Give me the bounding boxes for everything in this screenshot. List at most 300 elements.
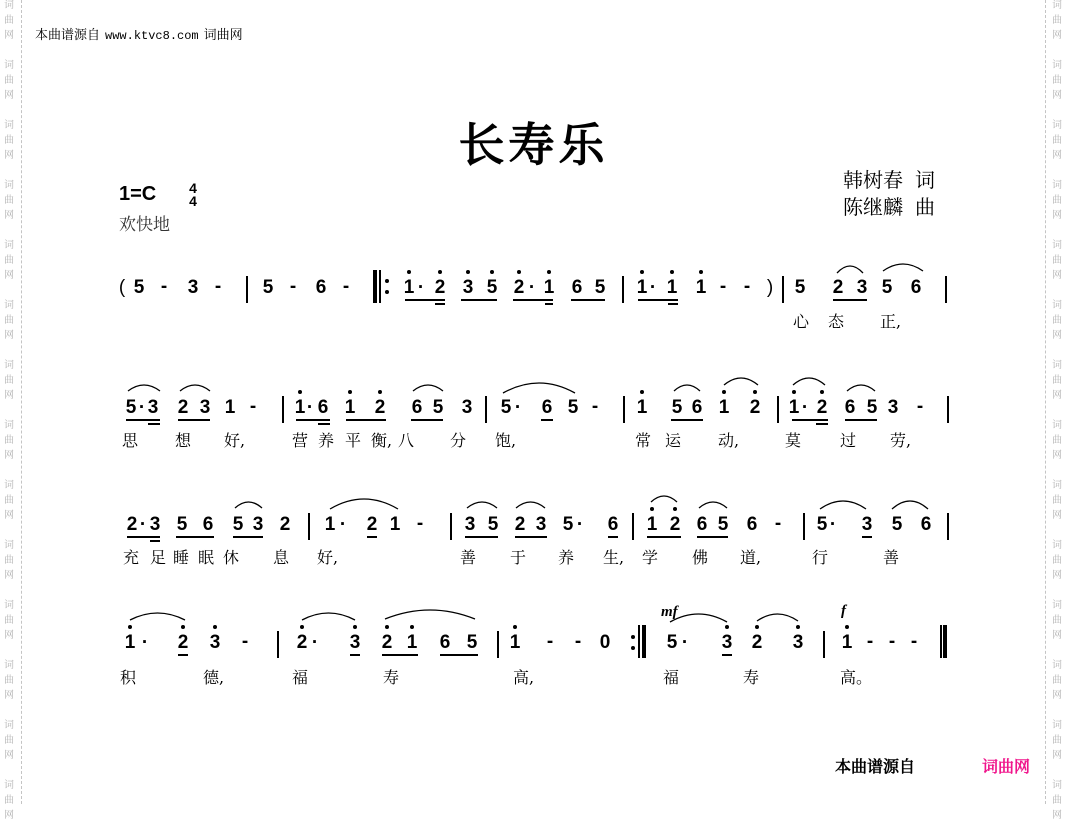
watermark-char: 网 — [1052, 750, 1062, 761]
watermark-char: 曲 — [1052, 555, 1062, 566]
watermark-char: 网 — [1052, 150, 1062, 161]
watermark-char: 曲 — [1052, 795, 1062, 806]
lyricist-role: 词 — [915, 168, 935, 192]
high-octave-dot — [438, 270, 442, 274]
high-octave-dot — [699, 270, 703, 274]
barline — [803, 513, 805, 540]
note-symbol: 6 — [691, 397, 703, 418]
note — [379, 631, 395, 655]
note-symbol: 1 — [403, 277, 415, 298]
note — [507, 631, 523, 655]
note — [404, 631, 420, 655]
watermark-char: 网 — [1052, 570, 1062, 581]
note — [839, 631, 855, 655]
watermark-char: 词 — [4, 180, 14, 191]
note — [889, 513, 905, 537]
eighth-underline — [722, 654, 732, 656]
note-symbol: 6 — [746, 514, 758, 535]
note-symbol: 2 — [749, 397, 761, 418]
note-symbol: 6 — [920, 514, 932, 535]
sixteenth-underline — [435, 303, 445, 305]
dash-extension — [245, 396, 261, 420]
eighth-underline — [671, 419, 703, 421]
note-symbol: - — [591, 396, 599, 417]
dash-extension — [906, 631, 922, 655]
note-symbol: - — [888, 631, 896, 652]
note-symbol: 1 — [788, 397, 800, 418]
key-signature: 1=C — [119, 183, 157, 205]
watermark-char: 网 — [4, 750, 14, 761]
watermark-char: 词 — [4, 540, 14, 551]
note-symbol: 2 — [669, 514, 681, 535]
note-symbol: 5 — [594, 277, 606, 298]
note — [315, 396, 331, 420]
watermark-char: 曲 — [4, 195, 14, 206]
note — [277, 513, 293, 537]
note — [250, 513, 266, 537]
lyric-syllable: 行 — [812, 548, 829, 567]
eighth-underline — [350, 654, 360, 656]
lyric-syllable: 想 — [175, 431, 192, 450]
final-thin-bar — [940, 625, 942, 658]
note — [230, 513, 246, 537]
note-symbol: · — [306, 397, 314, 418]
watermark-char: 曲 — [1052, 735, 1062, 746]
note-symbol: 1 — [294, 397, 306, 418]
note — [484, 276, 500, 300]
note — [432, 276, 448, 300]
note — [409, 396, 425, 420]
repeat-dot — [385, 290, 389, 294]
lyric-syllable: 思 — [122, 431, 139, 450]
barline — [282, 396, 284, 423]
eighth-underline — [127, 536, 160, 538]
watermark-char: 曲 — [4, 675, 14, 686]
note-symbol: - — [743, 276, 751, 297]
sixteenth-underline — [668, 303, 678, 305]
high-octave-dot — [353, 625, 357, 629]
lyric-syllable: 高。 — [840, 668, 873, 687]
watermark-char: 曲 — [1052, 615, 1062, 626]
note-symbol: 6 — [571, 277, 583, 298]
note-symbol: · — [681, 632, 689, 653]
note-symbol: · — [417, 277, 425, 298]
note-symbol: 1 — [224, 397, 236, 418]
note-symbol: 2 — [514, 514, 526, 535]
high-octave-dot — [517, 270, 521, 274]
time-numerator: 4 — [189, 180, 197, 196]
barline — [632, 513, 634, 540]
note-symbol: 3 — [792, 632, 804, 653]
lyric-syllable: 睡 — [173, 548, 190, 567]
high-octave-dot — [300, 625, 304, 629]
watermark-char: 网 — [4, 450, 14, 461]
augmentation-dot — [413, 276, 429, 300]
eighth-underline — [541, 419, 553, 421]
note-symbol: · — [649, 277, 657, 298]
watermark-char: 词 — [4, 0, 14, 11]
dash-extension — [587, 396, 603, 420]
lyric-syllable: 足 — [150, 548, 167, 567]
note-symbol: 6 — [607, 514, 619, 535]
note — [744, 513, 760, 537]
note-symbol: 1 — [406, 632, 418, 653]
note-symbol: - — [214, 276, 222, 297]
header-site-name: 词曲网 — [203, 27, 243, 42]
watermark-char: 词 — [4, 780, 14, 791]
watermark-char: 曲 — [1052, 135, 1062, 146]
note-symbol: 1 — [324, 514, 336, 535]
note-symbol: · — [801, 397, 809, 418]
note — [842, 396, 858, 420]
dash-extension — [912, 396, 928, 420]
watermark-char: 曲 — [1052, 195, 1062, 206]
note — [667, 513, 683, 537]
eighth-underline — [845, 419, 877, 421]
note — [222, 396, 238, 420]
high-octave-dot — [410, 625, 414, 629]
eighth-underline — [411, 419, 443, 421]
note-symbol: · — [141, 632, 149, 653]
eighth-underline — [440, 654, 478, 656]
header-url: www.ktvc8.com — [105, 29, 199, 43]
augmentation-dot — [677, 631, 693, 655]
note — [460, 276, 476, 300]
note — [347, 631, 363, 655]
high-octave-dot — [490, 270, 494, 274]
note-symbol: · — [514, 397, 522, 418]
note-symbol: 3 — [461, 397, 473, 418]
note-symbol: 6 — [844, 397, 856, 418]
watermark-char: 词 — [1052, 720, 1062, 731]
augmentation-dot — [797, 396, 813, 420]
watermark-char: 词 — [4, 660, 14, 671]
lyric-syllable: 道, — [740, 548, 762, 567]
note-symbol: 3 — [887, 397, 899, 418]
note — [131, 276, 147, 300]
note-symbol: · — [339, 514, 347, 535]
watermark-char: 词 — [4, 300, 14, 311]
note — [749, 631, 765, 655]
eighth-underline — [638, 299, 678, 301]
note-symbol: 2 — [434, 277, 446, 298]
lyric-syllable: 正, — [880, 312, 902, 331]
note-symbol: 5 — [866, 397, 878, 418]
lyric-syllable: 寿 — [383, 668, 400, 687]
note — [864, 396, 880, 420]
lyric-syllable: 好, — [317, 548, 339, 567]
high-octave-dot — [407, 270, 411, 274]
barline — [497, 631, 499, 658]
note-symbol: 5 — [262, 277, 274, 298]
note-symbol: 1 — [124, 632, 136, 653]
note-symbol: 2 — [832, 277, 844, 298]
high-octave-dot — [128, 625, 132, 629]
high-octave-dot — [845, 625, 849, 629]
note — [664, 276, 680, 300]
lyric-syllable: 休 — [223, 548, 240, 567]
watermark-char: 网 — [4, 810, 14, 821]
note-symbol: 3 — [147, 397, 159, 418]
note — [885, 396, 901, 420]
dash-extension — [237, 631, 253, 655]
high-octave-dot — [670, 270, 674, 274]
barline — [777, 396, 779, 423]
watermark-char: 词 — [1052, 60, 1062, 71]
note — [462, 513, 478, 537]
note-symbol: - — [866, 631, 874, 652]
header-source-label: 本曲谱源自 — [35, 27, 101, 42]
note-symbol: 1 — [636, 277, 648, 298]
watermark-char: 词 — [1052, 300, 1062, 311]
eighth-underline — [126, 419, 160, 421]
note-symbol: · — [139, 514, 147, 535]
high-octave-dot — [181, 625, 185, 629]
tempo-marking: 欢快地 — [119, 215, 170, 235]
note-symbol: - — [289, 276, 297, 297]
note-symbol: 3 — [199, 397, 211, 418]
watermark-char: 曲 — [1052, 15, 1062, 26]
augmentation-dot — [335, 513, 351, 537]
note-symbol: 2 — [374, 397, 386, 418]
note-symbol: · — [528, 277, 536, 298]
high-octave-dot — [213, 625, 217, 629]
footer-site-name: 词曲网 — [982, 757, 1031, 776]
note-symbol: 5 — [671, 397, 683, 418]
watermark-char: 词 — [4, 420, 14, 431]
watermark-char: 曲 — [4, 735, 14, 746]
note-symbol: 1 — [718, 397, 730, 418]
barline — [246, 276, 248, 303]
high-octave-dot — [722, 390, 726, 394]
lyric-syllable: 福 — [663, 668, 680, 687]
watermark-char: 词 — [1052, 180, 1062, 191]
note-symbol: - — [910, 631, 918, 652]
high-octave-dot — [753, 390, 757, 394]
note-symbol: 6 — [315, 277, 327, 298]
barline — [485, 396, 487, 423]
note — [592, 276, 608, 300]
watermark-char: 网 — [1052, 330, 1062, 341]
eighth-underline — [833, 299, 867, 301]
dash-extension — [884, 631, 900, 655]
lyric-syllable: 心 — [793, 312, 810, 331]
note-symbol: 5 — [500, 397, 512, 418]
watermark-char: 曲 — [4, 495, 14, 506]
note-symbol: 2 — [296, 632, 308, 653]
sixteenth-underline — [150, 540, 160, 542]
note-symbol: - — [249, 396, 257, 417]
watermark-char: 曲 — [1052, 315, 1062, 326]
dash-extension — [770, 513, 786, 537]
note — [437, 631, 453, 655]
watermark-char: 曲 — [4, 795, 14, 806]
note — [719, 631, 735, 655]
watermark-char: 曲 — [4, 315, 14, 326]
note — [694, 513, 710, 537]
note — [200, 513, 216, 537]
footer-source-label: 本曲谱源自 — [835, 757, 916, 776]
watermark-char: 词 — [4, 60, 14, 71]
augmentation-dot — [524, 276, 540, 300]
note-symbol: 6 — [317, 397, 329, 418]
barline — [945, 276, 947, 303]
watermark-char: 词 — [1052, 780, 1062, 791]
eighth-underline — [367, 536, 377, 538]
eighth-underline — [608, 536, 618, 538]
note-symbol: · — [311, 632, 319, 653]
note-symbol: 2 — [177, 397, 189, 418]
note — [260, 276, 276, 300]
repeat-start-thick-bar — [373, 270, 377, 303]
dash-extension — [210, 276, 226, 300]
barline — [782, 276, 784, 303]
note — [185, 276, 201, 300]
eighth-underline — [178, 419, 210, 421]
note-symbol: 6 — [202, 514, 214, 535]
note — [814, 396, 830, 420]
note-symbol: 6 — [439, 632, 451, 653]
note-symbol: 5 — [881, 277, 893, 298]
watermark-char: 网 — [1052, 30, 1062, 41]
note — [387, 513, 403, 537]
note — [485, 513, 501, 537]
note-symbol: 3 — [349, 632, 361, 653]
note-symbol: 1 — [695, 277, 707, 298]
note — [372, 396, 388, 420]
note-symbol: 1 — [344, 397, 356, 418]
watermark-char: 曲 — [4, 615, 14, 626]
lyric-syllable: 善 — [883, 548, 900, 567]
eighth-underline — [382, 654, 418, 656]
watermark-char: 词 — [1052, 600, 1062, 611]
dash-extension — [285, 276, 301, 300]
high-octave-dot — [820, 390, 824, 394]
note — [364, 513, 380, 537]
watermark-char: 网 — [1052, 90, 1062, 101]
lyric-syllable: 饱, — [495, 431, 517, 450]
note — [122, 631, 138, 655]
lyric-syllable: 生, — [603, 548, 625, 567]
note-symbol: · — [829, 514, 837, 535]
high-octave-dot — [755, 625, 759, 629]
repeat-dot — [631, 646, 635, 650]
eighth-underline — [862, 536, 872, 538]
watermark-char: 曲 — [4, 75, 14, 86]
augmentation-dot — [307, 631, 323, 655]
lyric-syllable: 莫 — [785, 431, 802, 450]
time-denominator: 4 — [189, 193, 197, 209]
augmentation-dot — [510, 396, 526, 420]
note — [790, 631, 806, 655]
high-octave-dot — [513, 625, 517, 629]
high-octave-dot — [298, 390, 302, 394]
high-octave-dot — [650, 507, 654, 511]
eighth-underline — [571, 299, 605, 301]
note — [313, 276, 329, 300]
note-symbol: 5 — [717, 514, 729, 535]
high-octave-dot — [725, 625, 729, 629]
note-symbol: 3 — [721, 632, 733, 653]
note — [541, 276, 557, 300]
song-title: 长寿乐 — [458, 118, 609, 172]
sixteenth-underline — [545, 303, 553, 305]
paren-close — [762, 276, 778, 300]
note — [689, 396, 705, 420]
watermark-char: 曲 — [1052, 675, 1062, 686]
note — [634, 396, 650, 420]
note — [342, 396, 358, 420]
watermark-char: 词 — [4, 240, 14, 251]
lyric-syllable: 常 — [635, 431, 652, 450]
note — [175, 396, 191, 420]
watermark-char: 网 — [4, 270, 14, 281]
note-symbol: 5 — [466, 632, 478, 653]
note-symbol: 3 — [856, 277, 868, 298]
eighth-underline — [346, 419, 386, 421]
note-symbol: 2 — [126, 514, 138, 535]
barline — [947, 513, 949, 540]
note-symbol: 1 — [636, 397, 648, 418]
repeat-end-thick-bar — [642, 625, 646, 658]
note-symbol: 0 — [599, 632, 611, 653]
lyric-syllable: 态 — [828, 312, 845, 331]
note — [539, 396, 555, 420]
barline — [277, 631, 279, 658]
dash-extension — [570, 631, 586, 655]
note-symbol: - — [241, 631, 249, 652]
repeat-end-thin-bar — [638, 625, 640, 658]
high-octave-dot — [547, 270, 551, 274]
lyric-syllable: 营 — [292, 431, 309, 450]
lyric-syllable: 福 — [292, 668, 309, 687]
lyric-syllable: 充 — [123, 548, 140, 567]
lyric-syllable: 积 — [120, 668, 137, 687]
note-symbol: 2 — [816, 397, 828, 418]
paren-open — [114, 276, 130, 300]
note-symbol: 1 — [841, 632, 853, 653]
note — [175, 631, 191, 655]
barline — [947, 396, 949, 423]
high-octave-dot — [640, 270, 644, 274]
lyric-syllable: 德, — [203, 668, 225, 687]
watermark-char: 曲 — [1052, 435, 1062, 446]
high-octave-dot — [378, 390, 382, 394]
note-symbol: 3 — [861, 514, 873, 535]
note-symbol: 5 — [432, 397, 444, 418]
high-octave-dot — [348, 390, 352, 394]
high-octave-dot — [385, 625, 389, 629]
eighth-underline — [405, 299, 445, 301]
note — [464, 631, 480, 655]
note — [145, 396, 161, 420]
note — [669, 396, 685, 420]
watermark-char: 网 — [4, 150, 14, 161]
note-symbol: 1 — [509, 632, 521, 653]
note-symbol: 5 — [133, 277, 145, 298]
note — [715, 513, 731, 537]
high-octave-dot — [673, 507, 677, 511]
watermark-char: 曲 — [4, 135, 14, 146]
note-symbol: 3 — [462, 277, 474, 298]
lyric-syllable: 养 — [318, 431, 335, 450]
dynamic-marking: mf — [661, 604, 678, 620]
eighth-underline — [515, 536, 547, 538]
eighth-underline — [697, 536, 728, 538]
watermark-char: 词 — [4, 720, 14, 731]
lyric-syllable: 息 — [273, 548, 290, 567]
note-symbol: - — [546, 631, 554, 652]
